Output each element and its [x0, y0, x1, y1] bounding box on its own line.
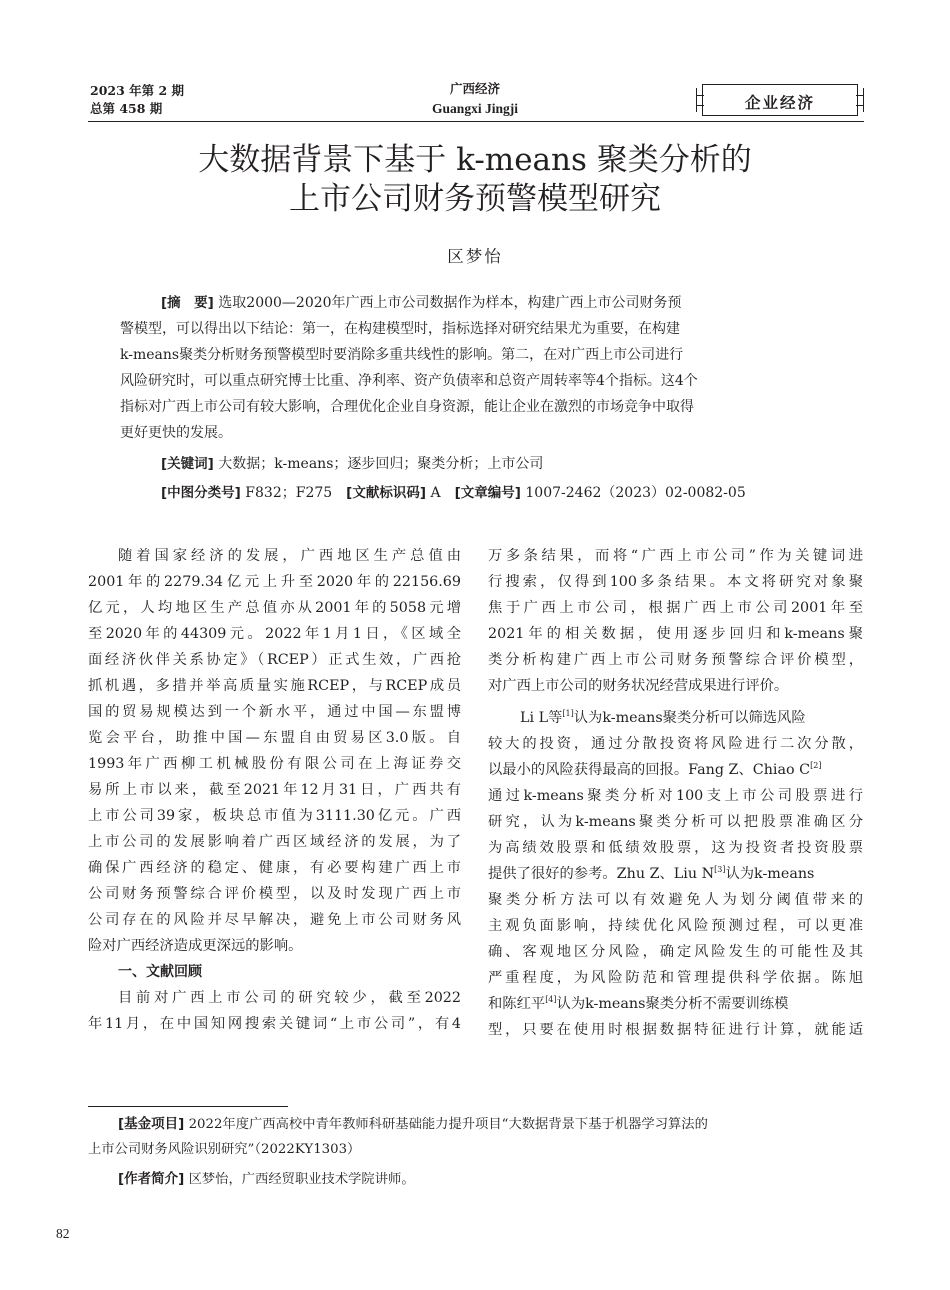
body-line: 通过k-means聚类分析对100支上市公司股票进行 [488, 788, 863, 804]
body-line: 主观负面影响，持续优化风险预测过程，可以更准 [488, 918, 863, 934]
article-number-value: 1007-2462（2023）02-0082-05 [525, 485, 746, 501]
article-number-label: [文章编号] [454, 485, 521, 501]
body-line: 易所上市以来，截至2021年12月31日，广西共有 [88, 782, 461, 798]
body-line: 览会平台，助推中国—东盟自由贸易区3.0版。自 [88, 730, 461, 746]
body-line: 为高绩效股票和低绩效股票，这为投资者投资股票 [488, 840, 863, 856]
body-line: 国的贸易规模达到一个新水平，通过中国—东盟博 [88, 704, 461, 720]
abstract-line: 风险研究时，可以重点研究博士比重、净利率、资产负债率和总资产周转率等4个指标。这4个 [120, 373, 698, 389]
doc-code-value: A [430, 485, 441, 501]
body-line: 聚类分析方法可以有效避免人为划分阈值带来的 [488, 892, 863, 908]
keywords-text: 大数据；k-means；逐步回归；聚类分析；上市公司 [218, 456, 544, 472]
badge-tick [696, 105, 704, 106]
body-line: 类分析构建广西上市公司财务预警综合评价模型， [488, 652, 863, 668]
citation-ref: [3] [714, 865, 726, 874]
badge-tick [856, 95, 864, 96]
body-text: 提供了很好的参考。Zhu Z、Liu N [488, 866, 715, 882]
body-text: 认为k-means [725, 866, 815, 882]
fund-line: 上市公司财务风险识别研究”（2022KY1303） [88, 1142, 361, 1157]
body-text: 以最小的风险获得最高的回报。Fang Z、Chiao C [488, 762, 811, 778]
author-bio-label: [作者简介] [118, 1171, 185, 1187]
body-line: 目前对广西上市公司的研究较少，截至2022 [118, 990, 461, 1006]
author-bio-text: 区梦怡，广西经贸职业技术学院讲师。 [188, 1172, 415, 1187]
article-title-line-1: 大数据背景下基于 k-means 聚类分析的 [198, 142, 752, 178]
doc-code-label: [文献标识码] [346, 485, 427, 501]
body-line: 面经济伙伴关系协定》（RCEP）正式生效，广西抢 [88, 652, 461, 668]
body-line [488, 862, 863, 888]
abstract-line [161, 290, 682, 316]
body-line: 行搜索，仅得到100多条结果。本文将研究对象聚 [488, 574, 863, 590]
page-number: 82 [56, 1226, 70, 1241]
body-line [488, 992, 863, 1018]
journal-name-en: Guangxi Jingji [432, 101, 518, 116]
badge-bracket-right [863, 88, 864, 112]
fund-label: [基金项目] [118, 1116, 185, 1132]
body-line: 公司财务预警综合评价模型，以及时发现广西上市 [88, 886, 461, 902]
body-text: 和陈红平 [488, 996, 546, 1012]
total-issue-number: 总第 458 期 [90, 101, 163, 116]
body-line: 万多条结果，而将“广西上市公司”作为关键词进 [488, 548, 863, 564]
abstract-line: 指标对广西上市公司有较大影响，合理优化企业自身资源，能让企业在激烈的市场竞争中取得 [120, 399, 694, 415]
body-line: 险对广西经济造成更深远的影响。 [88, 938, 303, 954]
column-badge [702, 84, 858, 116]
body-line [488, 758, 863, 784]
body-text: 认为k-means聚类分析不需要训练模 [556, 996, 789, 1012]
footnote-rule [88, 1106, 288, 1107]
body-line: 亿元，人均地区生产总值亦从2001年的5058元增 [88, 600, 461, 616]
abstract-line: 更好更快的发展。 [120, 425, 232, 441]
body-line: 年11月，在中国知网搜索关键词“上市公司”，有4 [88, 1016, 461, 1032]
author-name: 区梦怡 [447, 247, 503, 266]
journal-name-cn: 广西经济 [449, 81, 500, 96]
section-heading: 一、文献回顾 [118, 964, 202, 980]
keywords-label: [关键词] [161, 456, 214, 472]
header-rule [88, 121, 864, 122]
citation-author: Li L等 [520, 710, 563, 726]
clc-label: [中图分类号] [161, 485, 241, 501]
column-badge-label: 企业经济 [744, 93, 815, 112]
abstract-text: 选取2000—2020年广西上市公司数据作为样本，构建广西上市公司财务预 [218, 295, 682, 311]
body-line: 确、客观地区分风险，确定风险发生的可能性及其 [488, 944, 863, 960]
badge-bracket-left [696, 88, 697, 112]
fund-line [118, 1111, 708, 1138]
body-line: 型，只要在使用时根据数据特征进行计算，就能适 [488, 1022, 863, 1038]
fund-text: 2022年度广西高校中青年教师科研基础能力提升项目“大数据背景下基于机器学习算法的 [188, 1117, 708, 1132]
abstract-line: k-means聚类分析财务预警模型时要消除多重共线性的影响。第二，在对广西上市公司进行 [120, 347, 684, 363]
body-line [520, 706, 863, 732]
body-line: 上市公司39家，板块总市值为3111.30亿元。广西 [88, 808, 461, 824]
body-line: 随着国家经济的发展，广西地区生产总值由 [118, 548, 461, 564]
body-line: 确保广西经济的稳定、健康，有必要构建广西上市 [88, 860, 461, 876]
issue-number: 2023 年第 2 期 [90, 83, 185, 98]
citation-ref: [1] [562, 709, 574, 718]
clc-value: F832；F275 [245, 485, 333, 501]
body-line: 研究，认为k-means聚类分析可以把股票准确区分 [488, 814, 863, 830]
body-line: 抓机遇，多措并举高质量实施RCEP，与RCEP成员 [88, 678, 461, 694]
body-line: 2001年的2279.34亿元上升至2020年的22156.69 [88, 574, 461, 590]
body-line: 对广西上市公司的财务状况经营成果进行评价。 [488, 678, 789, 694]
body-line: 公司存在的风险并尽早解决，避免上市公司财务风 [88, 912, 461, 928]
abstract-line: 警模型，可以得出以下结论：第一，在构建模型时，指标选择对研究结果尤为重要，在构建 [120, 321, 680, 337]
citation-ref: [4] [545, 995, 557, 1004]
citation-ref: [2] [810, 761, 822, 770]
body-line: 2021年的相关数据，使用逐步回归和k-means聚 [488, 626, 863, 642]
article-title-line-2: 上市公司财务预警模型研究 [289, 181, 661, 217]
body-line: 严重程度，为风险防范和管理提供科学依据。陈旭 [488, 970, 863, 986]
body-text: 认为k-means聚类分析可以筛选风险 [573, 710, 806, 726]
badge-tick [696, 95, 704, 96]
badge-tick [856, 105, 864, 106]
body-line: 至2020年的44309元。2022年1月1日，《区域全 [88, 626, 461, 642]
body-line: 焦于广西上市公司，根据广西上市公司2001年至 [488, 600, 863, 616]
body-line: 较大的投资，通过分散投资将风险进行二次分散， [488, 736, 863, 752]
abstract-label: [摘 要] [161, 295, 214, 311]
body-line: 1993年广西柳工机械股份有限公司在上海证券交 [88, 756, 461, 772]
keywords-line [161, 451, 543, 477]
author-bio-line [118, 1166, 415, 1193]
classification-line [161, 480, 746, 506]
body-line: 上市公司的发展影响着广西区域经济的发展，为了 [88, 834, 461, 850]
